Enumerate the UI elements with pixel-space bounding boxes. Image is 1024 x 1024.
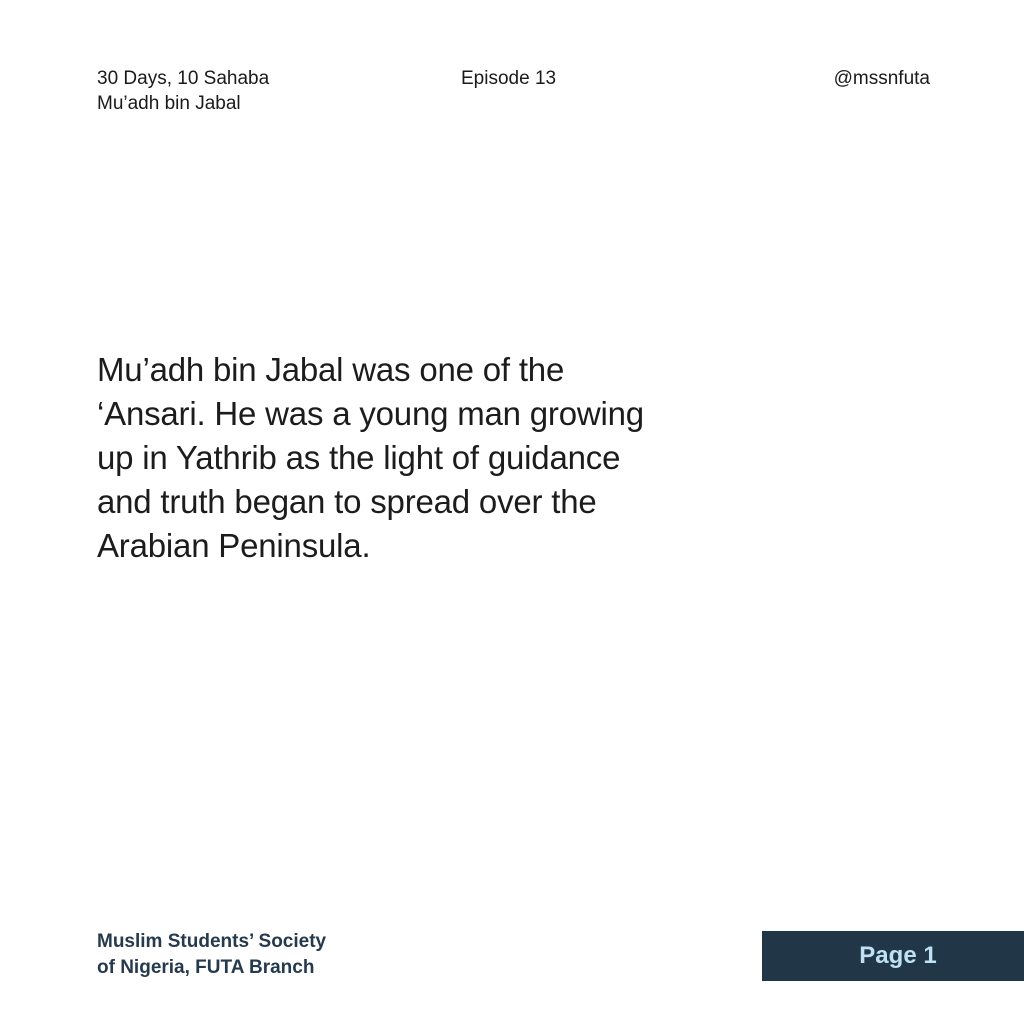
main-paragraph bbox=[97, 348, 717, 568]
series-header bbox=[97, 66, 269, 116]
subject-name: Mu’adh bin Jabal bbox=[97, 93, 241, 114]
page-number-label: Page 1 bbox=[859, 942, 937, 969]
episode-label: Episode 13 bbox=[461, 68, 557, 89]
paragraph-line: up in Yathrib as the light of guidance bbox=[97, 439, 621, 476]
social-handle: @mssnfuta bbox=[833, 68, 930, 89]
org-line: Muslim Students’ Society bbox=[97, 931, 327, 952]
paragraph-line: and truth began to spread over the bbox=[97, 483, 597, 520]
paragraph-line: Arabian Peninsula. bbox=[97, 527, 371, 564]
paragraph-line: Mu’adh bin Jabal was one of the bbox=[97, 351, 565, 388]
paragraph-line: ‘Ansari. He was a young man growing bbox=[97, 395, 644, 432]
org-line: of Nigeria, FUTA Branch bbox=[97, 957, 315, 978]
organization-name bbox=[97, 929, 326, 981]
series-title: 30 Days, 10 Sahaba bbox=[97, 68, 270, 89]
page-badge bbox=[762, 931, 1024, 981]
